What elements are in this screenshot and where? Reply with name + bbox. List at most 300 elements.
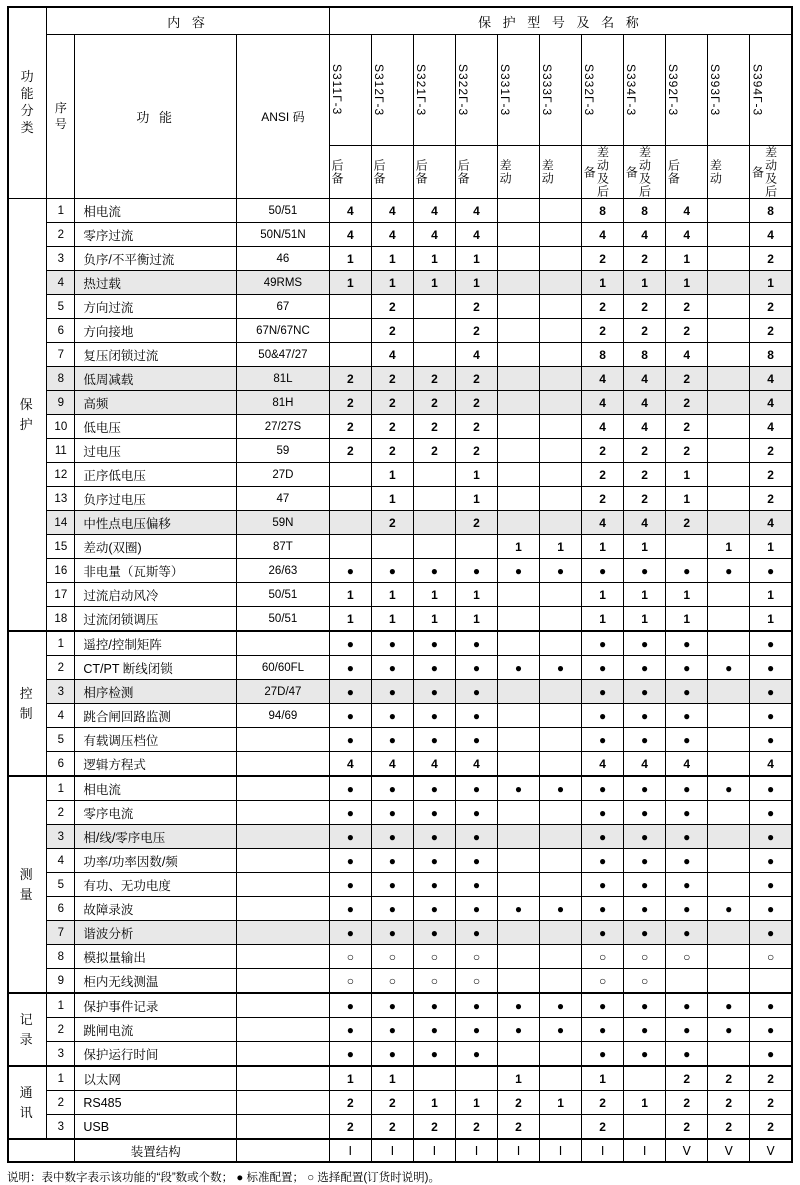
config-mark: ● <box>666 656 708 680</box>
config-value: 2 <box>413 415 455 439</box>
config-value <box>497 873 539 897</box>
config-mark: ● <box>624 559 666 583</box>
config-value <box>540 704 582 728</box>
config-value: 1 <box>708 535 750 559</box>
config-mark: ● <box>666 1018 708 1042</box>
config-mark: ● <box>371 1042 413 1067</box>
config-mark: ● <box>540 656 582 680</box>
config-value: 2 <box>666 1066 708 1091</box>
config-mark: ● <box>582 776 624 801</box>
config-value: 4 <box>750 752 792 777</box>
config-mark: ● <box>371 704 413 728</box>
config-value: 4 <box>624 391 666 415</box>
config-value <box>413 487 455 511</box>
ansi-code <box>237 752 330 777</box>
table-row <box>8 801 792 825</box>
config-mark: ● <box>666 849 708 873</box>
config-value <box>329 535 371 559</box>
config-mark: ● <box>750 704 792 728</box>
config-value: 4 <box>624 223 666 247</box>
config-value: 1 <box>329 583 371 607</box>
ansi-code: 50/51 <box>237 199 330 223</box>
config-mark: ● <box>413 825 455 849</box>
config-mark: ● <box>413 897 455 921</box>
config-value <box>708 921 750 945</box>
config-value <box>497 223 539 247</box>
ansi-code <box>237 825 330 849</box>
config-mark: ● <box>455 1042 497 1067</box>
config-value <box>371 535 413 559</box>
config-value: 2 <box>371 415 413 439</box>
config-mark: ● <box>624 849 666 873</box>
config-mark: ● <box>413 873 455 897</box>
config-value <box>624 1115 666 1140</box>
function-name: 故障录波 <box>75 897 237 921</box>
ansi-code: 60/60FL <box>237 656 330 680</box>
config-mark: ● <box>750 801 792 825</box>
ansi-code: 50&47/27 <box>237 343 330 367</box>
config-mark: ● <box>582 921 624 945</box>
ansi-code <box>237 776 330 801</box>
config-mark: ● <box>708 897 750 921</box>
structure-value: Ⅰ <box>582 1139 624 1162</box>
config-mark: ● <box>371 849 413 873</box>
config-value <box>540 969 582 994</box>
header-model-name: S331Г-3 <box>497 35 539 146</box>
config-value <box>540 583 582 607</box>
config-value: 2 <box>624 487 666 511</box>
ansi-code <box>237 873 330 897</box>
config-mark: ● <box>708 656 750 680</box>
config-value: 2 <box>582 487 624 511</box>
config-mark: ○ <box>371 969 413 994</box>
config-mark: ● <box>455 801 497 825</box>
config-value <box>708 704 750 728</box>
function-name: 谐波分析 <box>75 921 237 945</box>
config-value: 2 <box>582 463 624 487</box>
row-index: 1 <box>47 1066 75 1091</box>
config-value: 2 <box>582 247 624 271</box>
config-value: 2 <box>413 1115 455 1140</box>
row-index: 7 <box>47 343 75 367</box>
function-name: CT/PT 断线闭锁 <box>75 656 237 680</box>
config-value: 2 <box>329 1115 371 1140</box>
table-row <box>8 656 792 680</box>
config-value: 2 <box>455 415 497 439</box>
config-value: 4 <box>455 752 497 777</box>
table-row <box>8 343 792 367</box>
table-row <box>8 921 792 945</box>
config-value <box>497 607 539 632</box>
row-index: 6 <box>47 752 75 777</box>
config-mark: ● <box>582 873 624 897</box>
config-value: 8 <box>582 199 624 223</box>
config-value <box>497 295 539 319</box>
config-value: 4 <box>329 199 371 223</box>
config-value: 1 <box>666 583 708 607</box>
config-value: 2 <box>666 1115 708 1140</box>
ansi-code <box>237 1018 330 1042</box>
table-row <box>8 945 792 969</box>
config-mark: ● <box>750 776 792 801</box>
config-value: 2 <box>329 1091 371 1115</box>
config-value <box>329 295 371 319</box>
table-row <box>8 607 792 632</box>
function-name: 低周减载 <box>75 367 237 391</box>
config-mark: ● <box>750 728 792 752</box>
config-value: 2 <box>455 367 497 391</box>
config-value: 2 <box>750 247 792 271</box>
structure-ansi <box>237 1139 330 1162</box>
table-note: 说明：表中数字表示该功能的“段”数或个数； ● 标准配置； ○ 选择配置(订货时说明)。 <box>7 1172 440 1184</box>
config-value <box>708 343 750 367</box>
header-model-name: S393Г-3 <box>708 35 750 146</box>
config-value: 4 <box>582 511 624 535</box>
config-mark: ● <box>497 559 539 583</box>
header-content-title: 内 容 <box>47 7 329 35</box>
config-mark: ● <box>582 849 624 873</box>
table-row <box>8 704 792 728</box>
config-mark: ● <box>666 801 708 825</box>
config-value: 2 <box>371 295 413 319</box>
config-mark: ● <box>582 656 624 680</box>
config-value <box>540 415 582 439</box>
config-mark: ● <box>455 728 497 752</box>
config-mark: ● <box>582 897 624 921</box>
config-mark: ● <box>455 849 497 873</box>
config-mark: ● <box>455 921 497 945</box>
config-value <box>497 921 539 945</box>
config-value: 8 <box>624 343 666 367</box>
config-mark: ● <box>624 1042 666 1067</box>
ansi-code: 49RMS <box>237 271 330 295</box>
config-value: 1 <box>666 247 708 271</box>
config-value: 2 <box>371 439 413 463</box>
config-value <box>708 367 750 391</box>
config-value: 4 <box>624 752 666 777</box>
config-mark: ● <box>624 776 666 801</box>
config-mark: ● <box>455 825 497 849</box>
config-mark: ● <box>666 631 708 656</box>
config-value <box>540 825 582 849</box>
config-value: 1 <box>413 271 455 295</box>
row-index: 2 <box>47 656 75 680</box>
config-value: 2 <box>455 439 497 463</box>
config-mark: ● <box>413 656 455 680</box>
function-name: 热过载 <box>75 271 237 295</box>
ansi-code <box>237 1066 330 1091</box>
config-value <box>708 439 750 463</box>
config-value: 2 <box>624 247 666 271</box>
config-mark: ● <box>708 776 750 801</box>
config-mark: ○ <box>413 945 455 969</box>
config-value: 4 <box>624 367 666 391</box>
config-mark: ● <box>455 776 497 801</box>
row-index: 4 <box>47 704 75 728</box>
config-value <box>413 535 455 559</box>
function-name: 差动(双圈) <box>75 535 237 559</box>
config-mark: ● <box>582 1018 624 1042</box>
config-mark: ● <box>582 1042 624 1067</box>
function-name: 跳闸电流 <box>75 1018 237 1042</box>
table-row <box>8 969 792 994</box>
config-value: 2 <box>666 415 708 439</box>
config-value <box>540 607 582 632</box>
config-value: 1 <box>497 535 539 559</box>
function-name: 柜内无线测温 <box>75 969 237 994</box>
config-mark: ● <box>455 559 497 583</box>
row-index: 2 <box>47 1018 75 1042</box>
config-value: 2 <box>455 319 497 343</box>
config-value: 2 <box>708 1115 750 1140</box>
config-value: 2 <box>750 439 792 463</box>
config-mark: ● <box>329 559 371 583</box>
table-row <box>8 1115 792 1140</box>
config-mark: ○ <box>750 945 792 969</box>
ansi-code: 27D/47 <box>237 680 330 704</box>
config-value <box>708 391 750 415</box>
config-value: 1 <box>666 463 708 487</box>
config-mark: ● <box>455 993 497 1018</box>
header-model-name: S312Г-3 <box>371 35 413 146</box>
function-name: 过流闭锁调压 <box>75 607 237 632</box>
config-value: 1 <box>371 463 413 487</box>
table-header-row-1 <box>8 7 792 35</box>
config-mark: ● <box>329 873 371 897</box>
config-value <box>497 271 539 295</box>
config-mark: ● <box>666 776 708 801</box>
config-value <box>329 343 371 367</box>
row-index: 2 <box>47 223 75 247</box>
function-name: 保护事件记录 <box>75 993 237 1018</box>
header-model-sub: 后备 <box>371 146 413 199</box>
row-index: 10 <box>47 415 75 439</box>
config-mark: ● <box>455 873 497 897</box>
config-value <box>708 583 750 607</box>
config-value: 1 <box>750 583 792 607</box>
config-value: 2 <box>582 1115 624 1140</box>
config-value: 8 <box>750 199 792 223</box>
config-mark: ● <box>371 897 413 921</box>
table-row <box>8 849 792 873</box>
config-value: 1 <box>329 271 371 295</box>
config-value <box>497 367 539 391</box>
table-row <box>8 583 792 607</box>
config-mark: ● <box>624 921 666 945</box>
config-mark: ● <box>582 728 624 752</box>
config-value: 2 <box>582 1091 624 1115</box>
config-mark: ● <box>371 1018 413 1042</box>
config-mark: ● <box>413 680 455 704</box>
ansi-code: 87T <box>237 535 330 559</box>
config-value: 4 <box>371 752 413 777</box>
config-value <box>624 1066 666 1091</box>
config-mark: ● <box>666 559 708 583</box>
config-mark: ● <box>455 897 497 921</box>
config-mark: ● <box>371 825 413 849</box>
function-name: 相序检测 <box>75 680 237 704</box>
structure-value: Ⅴ <box>666 1139 708 1162</box>
config-mark: ● <box>455 1018 497 1042</box>
config-mark: ● <box>413 849 455 873</box>
function-name: 负序过电压 <box>75 487 237 511</box>
ansi-code: 81L <box>237 367 330 391</box>
config-value: 1 <box>371 583 413 607</box>
config-mark: ● <box>666 897 708 921</box>
group-label: 控 制 <box>8 631 47 776</box>
row-index: 1 <box>47 776 75 801</box>
config-mark: ● <box>413 631 455 656</box>
table-row <box>8 295 792 319</box>
config-value: 1 <box>582 583 624 607</box>
config-mark: ● <box>750 559 792 583</box>
config-mark: ● <box>624 993 666 1018</box>
config-mark: ○ <box>455 969 497 994</box>
config-value: 2 <box>497 1115 539 1140</box>
config-mark: ● <box>413 1018 455 1042</box>
config-value: 2 <box>666 391 708 415</box>
ansi-code <box>237 631 330 656</box>
function-name: 相/线/零序电压 <box>75 825 237 849</box>
config-mark: ● <box>582 993 624 1018</box>
config-value <box>497 801 539 825</box>
row-index: 3 <box>47 1042 75 1067</box>
table-row <box>8 993 792 1018</box>
config-value: 1 <box>666 271 708 295</box>
function-name: 非电量（瓦斯等） <box>75 559 237 583</box>
table-row <box>8 463 792 487</box>
table-row <box>8 1042 792 1067</box>
config-mark: ● <box>582 559 624 583</box>
config-value: 4 <box>329 752 371 777</box>
config-mark: ○ <box>329 969 371 994</box>
config-value: 2 <box>582 439 624 463</box>
header-model-name: S332Г-3 <box>582 35 624 146</box>
config-value <box>540 487 582 511</box>
config-value <box>540 873 582 897</box>
config-value <box>708 801 750 825</box>
config-value <box>540 367 582 391</box>
config-mark: ● <box>329 1042 371 1067</box>
structure-value: Ⅰ <box>413 1139 455 1162</box>
function-name: 方向过流 <box>75 295 237 319</box>
table-row <box>8 415 792 439</box>
config-mark: ● <box>540 559 582 583</box>
config-mark: ● <box>750 849 792 873</box>
config-value: 1 <box>371 607 413 632</box>
config-value: 2 <box>624 463 666 487</box>
config-mark: ● <box>329 897 371 921</box>
config-value <box>540 801 582 825</box>
function-name: 遥控/控制矩阵 <box>75 631 237 656</box>
config-value: 1 <box>582 607 624 632</box>
ansi-code <box>237 728 330 752</box>
config-value: 2 <box>750 319 792 343</box>
config-value: 2 <box>371 391 413 415</box>
function-name: 低电压 <box>75 415 237 439</box>
config-value <box>708 319 750 343</box>
config-value <box>329 487 371 511</box>
config-value <box>540 680 582 704</box>
function-name: 过电压 <box>75 439 237 463</box>
structure-value: Ⅴ <box>708 1139 750 1162</box>
config-value: 8 <box>750 343 792 367</box>
table-row <box>8 728 792 752</box>
table-row <box>8 223 792 247</box>
config-value <box>540 728 582 752</box>
config-value <box>708 945 750 969</box>
header-model-sub: 差动及后备 <box>582 146 624 199</box>
config-mark: ● <box>413 559 455 583</box>
structure-value: Ⅰ <box>329 1139 371 1162</box>
config-mark: ○ <box>413 969 455 994</box>
structure-row <box>8 1139 792 1162</box>
config-value: 4 <box>750 391 792 415</box>
ansi-code <box>237 993 330 1018</box>
config-value: 2 <box>750 487 792 511</box>
config-value <box>497 439 539 463</box>
row-index: 15 <box>47 535 75 559</box>
row-index: 5 <box>47 295 75 319</box>
config-value <box>708 295 750 319</box>
group-label: 测 量 <box>8 776 47 993</box>
config-value: 2 <box>750 463 792 487</box>
config-value: 1 <box>624 583 666 607</box>
config-mark: ○ <box>582 945 624 969</box>
config-mark: ● <box>497 993 539 1018</box>
config-value <box>329 319 371 343</box>
config-value <box>497 969 539 994</box>
row-index: 1 <box>47 199 75 223</box>
config-value: 4 <box>750 223 792 247</box>
function-name: 复压闭锁过流 <box>75 343 237 367</box>
config-value: 4 <box>750 415 792 439</box>
config-mark: ● <box>371 680 413 704</box>
config-value <box>497 728 539 752</box>
config-value <box>708 271 750 295</box>
ansi-code <box>237 897 330 921</box>
config-value <box>540 463 582 487</box>
config-value <box>708 487 750 511</box>
ansi-code <box>237 849 330 873</box>
config-mark: ● <box>666 993 708 1018</box>
config-mark: ● <box>413 801 455 825</box>
config-mark: ● <box>708 559 750 583</box>
structure-value: Ⅴ <box>750 1139 792 1162</box>
function-name: 逻辑方程式 <box>75 752 237 777</box>
config-value <box>540 752 582 777</box>
row-index: 9 <box>47 969 75 994</box>
row-index: 6 <box>47 319 75 343</box>
config-value <box>497 247 539 271</box>
config-value <box>666 969 708 994</box>
header-category: 功 能 分 类 <box>8 7 47 199</box>
config-value <box>329 463 371 487</box>
config-value <box>497 704 539 728</box>
header-model-name: S311Г-3 <box>329 35 371 146</box>
config-value: 2 <box>666 295 708 319</box>
table-row <box>8 776 792 801</box>
config-value: 1 <box>413 583 455 607</box>
config-value <box>540 511 582 535</box>
header-model-sub: 后备 <box>666 146 708 199</box>
config-value: 4 <box>413 199 455 223</box>
config-mark: ● <box>329 704 371 728</box>
config-value: 4 <box>624 415 666 439</box>
ansi-code <box>237 945 330 969</box>
config-value: 2 <box>329 439 371 463</box>
row-index: 2 <box>47 1091 75 1115</box>
